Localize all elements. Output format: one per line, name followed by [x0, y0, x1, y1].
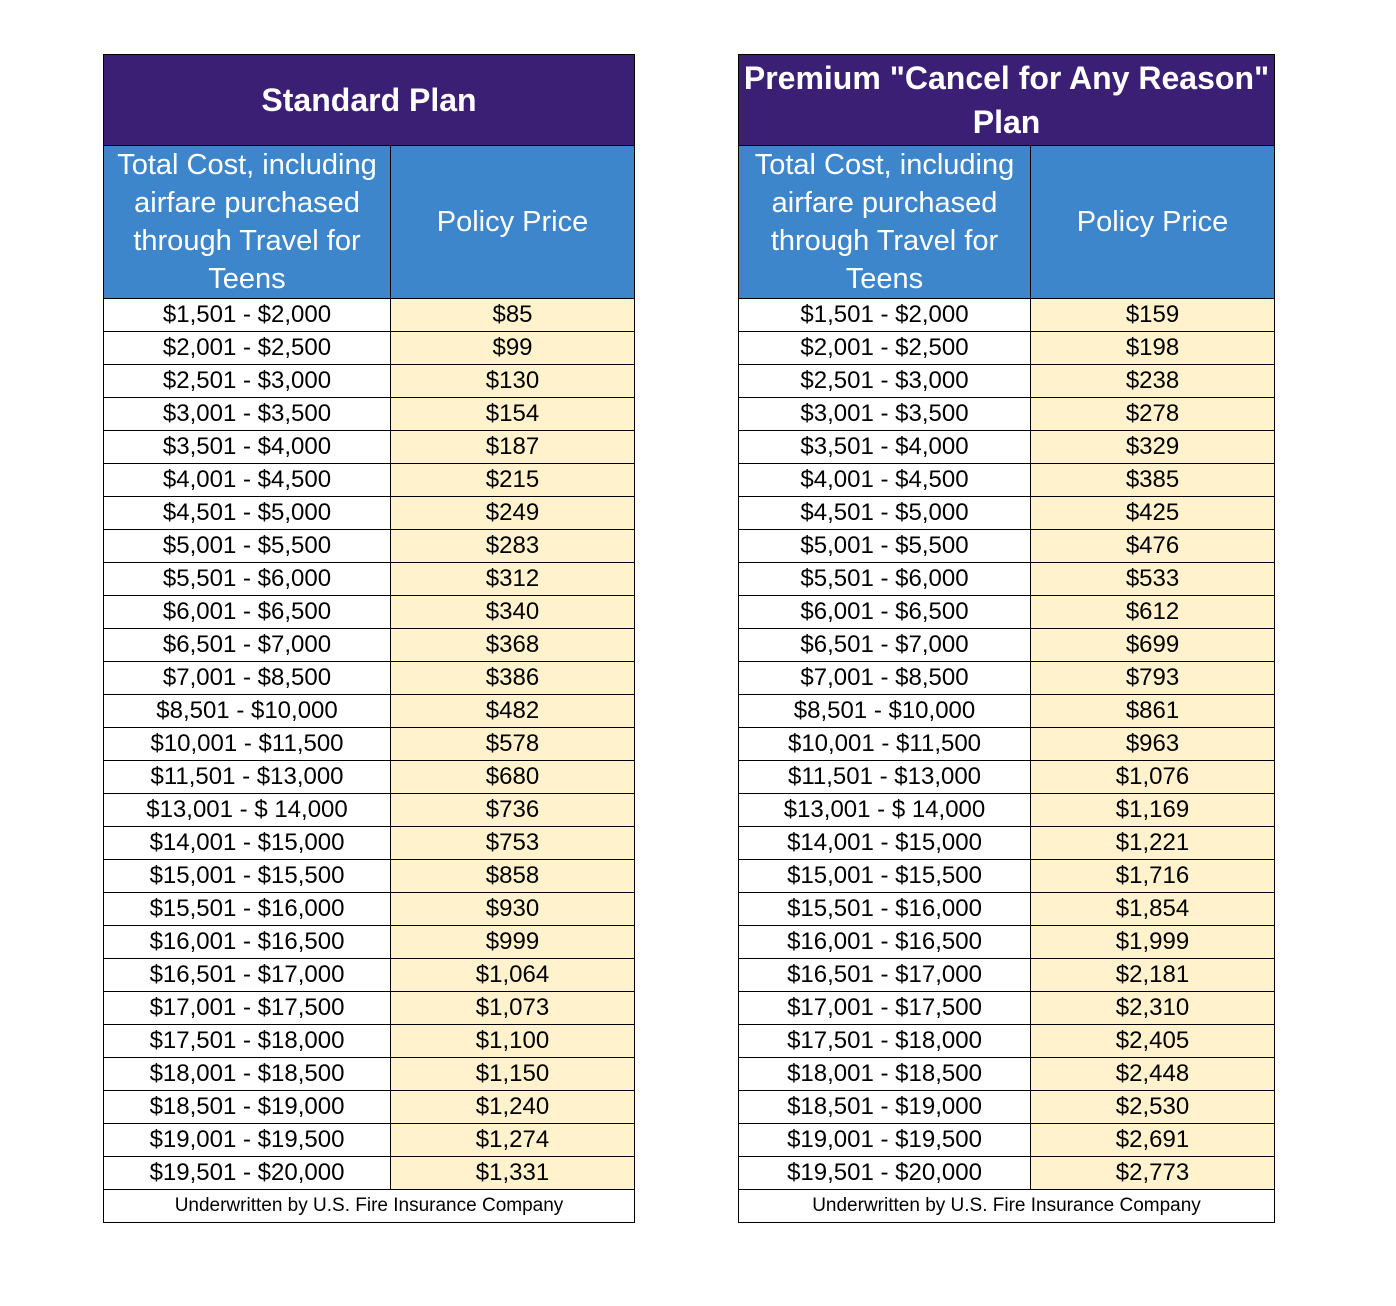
standard-table-row [104, 530, 635, 563]
total-cost-range-cell: $5,001 - $5,500 [104, 530, 391, 563]
policy-price-cell: $736 [391, 794, 635, 827]
policy-price-cell: $533 [1031, 563, 1275, 596]
total-cost-range-cell: $19,001 - $19,500 [104, 1124, 391, 1157]
policy-price-cell: $1,274 [391, 1124, 635, 1157]
policy-price-cell: $1,169 [1031, 794, 1275, 827]
premium-table-row [739, 530, 1275, 563]
policy-price-cell: $1,064 [391, 959, 635, 992]
premium-table-row [739, 1091, 1275, 1124]
total-cost-range-cell: $7,001 - $8,500 [739, 662, 1031, 695]
premium-plan-title: Premium "Cancel for Any Reason" Plan [739, 55, 1275, 146]
standard-underwriter-note: Underwritten by U.S. Fire Insurance Company [104, 1190, 635, 1223]
total-cost-range-cell: $13,001 - $ 14,000 [739, 794, 1031, 827]
premium-table-row [739, 1025, 1275, 1058]
total-cost-range-cell: $2,001 - $2,500 [104, 332, 391, 365]
policy-price-cell: $578 [391, 728, 635, 761]
standard-policy-price-header: Policy Price [391, 146, 635, 299]
total-cost-range-cell: $1,501 - $2,000 [739, 299, 1031, 332]
policy-price-cell: $1,854 [1031, 893, 1275, 926]
total-cost-range-cell: $5,001 - $5,500 [739, 530, 1031, 563]
premium-plan-table [738, 54, 1275, 1223]
total-cost-range-cell: $8,501 - $10,000 [739, 695, 1031, 728]
standard-table-row [104, 332, 635, 365]
total-cost-range-cell: $10,001 - $11,500 [739, 728, 1031, 761]
total-cost-range-cell: $7,001 - $8,500 [104, 662, 391, 695]
policy-price-cell: $312 [391, 563, 635, 596]
policy-price-cell: $2,405 [1031, 1025, 1275, 1058]
policy-price-cell: $329 [1031, 431, 1275, 464]
premium-policy-price-header: Policy Price [1031, 146, 1275, 299]
policy-price-cell: $1,999 [1031, 926, 1275, 959]
premium-underwriter-note: Underwritten by U.S. Fire Insurance Company [739, 1190, 1275, 1223]
standard-table-row [104, 464, 635, 497]
total-cost-range-cell: $4,501 - $5,000 [739, 497, 1031, 530]
policy-price-cell: $425 [1031, 497, 1275, 530]
total-cost-range-cell: $3,501 - $4,000 [739, 431, 1031, 464]
total-cost-range-cell: $6,001 - $6,500 [104, 596, 391, 629]
total-cost-range-cell: $14,001 - $15,000 [739, 827, 1031, 860]
total-cost-range-cell: $18,501 - $19,000 [739, 1091, 1031, 1124]
premium-table-row [739, 398, 1275, 431]
policy-price-cell: $476 [1031, 530, 1275, 563]
standard-table-row [104, 794, 635, 827]
policy-price-cell: $1,716 [1031, 860, 1275, 893]
total-cost-range-cell: $15,001 - $15,500 [739, 860, 1031, 893]
total-cost-range-cell: $3,501 - $4,000 [104, 431, 391, 464]
standard-table-row [104, 629, 635, 662]
premium-table-row [739, 893, 1275, 926]
policy-price-cell: $2,310 [1031, 992, 1275, 1025]
premium-table-row [739, 959, 1275, 992]
total-cost-range-cell: $3,001 - $3,500 [739, 398, 1031, 431]
total-cost-range-cell: $19,501 - $20,000 [104, 1157, 391, 1190]
standard-total-cost-header: Total Cost, including airfare purchased through Travel for Teens [104, 146, 391, 299]
premium-table-row [739, 365, 1275, 398]
standard-table-row [104, 662, 635, 695]
total-cost-range-cell: $8,501 - $10,000 [104, 695, 391, 728]
total-cost-range-cell: $1,501 - $2,000 [104, 299, 391, 332]
total-cost-range-cell: $4,501 - $5,000 [104, 497, 391, 530]
premium-table-row [739, 497, 1275, 530]
policy-price-cell: $753 [391, 827, 635, 860]
policy-price-cell: $249 [391, 497, 635, 530]
premium-table-row [739, 299, 1275, 332]
policy-price-cell: $198 [1031, 332, 1275, 365]
standard-table-row [104, 1091, 635, 1124]
premium-table-row [739, 332, 1275, 365]
policy-price-cell: $2,181 [1031, 959, 1275, 992]
policy-price-cell: $1,331 [391, 1157, 635, 1190]
policy-price-cell: $2,448 [1031, 1058, 1275, 1091]
policy-price-cell: $238 [1031, 365, 1275, 398]
policy-price-cell: $99 [391, 332, 635, 365]
standard-table-row [104, 497, 635, 530]
standard-table-row [104, 959, 635, 992]
standard-table-row [104, 761, 635, 794]
standard-table-row [104, 1157, 635, 1190]
total-cost-range-cell: $6,501 - $7,000 [104, 629, 391, 662]
policy-price-cell: $340 [391, 596, 635, 629]
total-cost-range-cell: $17,501 - $18,000 [739, 1025, 1031, 1058]
standard-table-row [104, 1025, 635, 1058]
policy-price-cell: $680 [391, 761, 635, 794]
premium-total-cost-header: Total Cost, including airfare purchased through Travel for Teens [739, 146, 1031, 299]
policy-price-cell: $85 [391, 299, 635, 332]
policy-price-cell: $154 [391, 398, 635, 431]
total-cost-range-cell: $4,001 - $4,500 [104, 464, 391, 497]
standard-plan-title: Standard Plan [104, 55, 635, 146]
standard-table-row [104, 926, 635, 959]
standard-table-row [104, 728, 635, 761]
standard-table-row [104, 398, 635, 431]
standard-table-row [104, 431, 635, 464]
total-cost-range-cell: $4,001 - $4,500 [739, 464, 1031, 497]
standard-table-row [104, 860, 635, 893]
policy-price-cell: $2,530 [1031, 1091, 1275, 1124]
premium-table-row [739, 761, 1275, 794]
total-cost-range-cell: $6,001 - $6,500 [739, 596, 1031, 629]
total-cost-range-cell: $15,501 - $16,000 [739, 893, 1031, 926]
total-cost-range-cell: $19,001 - $19,500 [739, 1124, 1031, 1157]
total-cost-range-cell: $17,001 - $17,500 [739, 992, 1031, 1025]
policy-price-cell: $278 [1031, 398, 1275, 431]
policy-price-cell: $793 [1031, 662, 1275, 695]
policy-price-cell: $482 [391, 695, 635, 728]
premium-table-row [739, 464, 1275, 497]
policy-price-cell: $1,076 [1031, 761, 1275, 794]
policy-price-cell: $159 [1031, 299, 1275, 332]
policy-price-cell: $930 [391, 893, 635, 926]
standard-table-row [104, 695, 635, 728]
standard-table-row [104, 1124, 635, 1157]
policy-price-cell: $1,150 [391, 1058, 635, 1091]
standard-plan-rows [104, 299, 635, 1190]
policy-price-cell: $999 [391, 926, 635, 959]
premium-table-row [739, 794, 1275, 827]
total-cost-range-cell: $16,501 - $17,000 [104, 959, 391, 992]
standard-plan-table [103, 54, 635, 1223]
policy-price-cell: $386 [391, 662, 635, 695]
total-cost-range-cell: $2,501 - $3,000 [739, 365, 1031, 398]
policy-price-cell: $858 [391, 860, 635, 893]
premium-plan-rows [739, 299, 1275, 1190]
premium-table-row [739, 926, 1275, 959]
total-cost-range-cell: $16,001 - $16,500 [739, 926, 1031, 959]
policy-price-cell: $2,691 [1031, 1124, 1275, 1157]
standard-table-row [104, 365, 635, 398]
total-cost-range-cell: $3,001 - $3,500 [104, 398, 391, 431]
premium-table-row [739, 662, 1275, 695]
premium-table-row [739, 1058, 1275, 1091]
premium-table-row [739, 431, 1275, 464]
total-cost-range-cell: $11,501 - $13,000 [104, 761, 391, 794]
standard-table-row [104, 563, 635, 596]
premium-table-row [739, 596, 1275, 629]
total-cost-range-cell: $13,001 - $ 14,000 [104, 794, 391, 827]
policy-price-cell: $612 [1031, 596, 1275, 629]
standard-table-row [104, 1058, 635, 1091]
total-cost-range-cell: $16,501 - $17,000 [739, 959, 1031, 992]
total-cost-range-cell: $10,001 - $11,500 [104, 728, 391, 761]
policy-price-cell: $215 [391, 464, 635, 497]
premium-table-row [739, 629, 1275, 662]
total-cost-range-cell: $2,501 - $3,000 [104, 365, 391, 398]
policy-price-cell: $2,773 [1031, 1157, 1275, 1190]
premium-table-row [739, 1124, 1275, 1157]
total-cost-range-cell: $15,501 - $16,000 [104, 893, 391, 926]
policy-price-cell: $699 [1031, 629, 1275, 662]
total-cost-range-cell: $18,001 - $18,500 [104, 1058, 391, 1091]
total-cost-range-cell: $17,001 - $17,500 [104, 992, 391, 1025]
standard-table-row [104, 992, 635, 1025]
total-cost-range-cell: $2,001 - $2,500 [739, 332, 1031, 365]
premium-table-row [739, 827, 1275, 860]
policy-price-cell: $963 [1031, 728, 1275, 761]
total-cost-range-cell: $16,001 - $16,500 [104, 926, 391, 959]
policy-price-cell: $368 [391, 629, 635, 662]
policy-price-cell: $861 [1031, 695, 1275, 728]
policy-price-cell: $187 [391, 431, 635, 464]
total-cost-range-cell: $5,501 - $6,000 [104, 563, 391, 596]
policy-price-cell: $283 [391, 530, 635, 563]
total-cost-range-cell: $11,501 - $13,000 [739, 761, 1031, 794]
premium-table-row [739, 728, 1275, 761]
premium-table-row [739, 992, 1275, 1025]
premium-table-row [739, 1157, 1275, 1190]
policy-price-cell: $1,221 [1031, 827, 1275, 860]
standard-table-row [104, 299, 635, 332]
standard-table-row [104, 893, 635, 926]
premium-table-row [739, 695, 1275, 728]
policy-price-cell: $385 [1031, 464, 1275, 497]
total-cost-range-cell: $17,501 - $18,000 [104, 1025, 391, 1058]
total-cost-range-cell: $18,001 - $18,500 [739, 1058, 1031, 1091]
premium-table-row [739, 563, 1275, 596]
policy-price-cell: $130 [391, 365, 635, 398]
standard-table-row [104, 596, 635, 629]
total-cost-range-cell: $6,501 - $7,000 [739, 629, 1031, 662]
total-cost-range-cell: $19,501 - $20,000 [739, 1157, 1031, 1190]
total-cost-range-cell: $14,001 - $15,000 [104, 827, 391, 860]
total-cost-range-cell: $15,001 - $15,500 [104, 860, 391, 893]
total-cost-range-cell: $5,501 - $6,000 [739, 563, 1031, 596]
policy-price-cell: $1,100 [391, 1025, 635, 1058]
policy-price-cell: $1,073 [391, 992, 635, 1025]
premium-table-row [739, 860, 1275, 893]
standard-table-row [104, 827, 635, 860]
total-cost-range-cell: $18,501 - $19,000 [104, 1091, 391, 1124]
policy-price-cell: $1,240 [391, 1091, 635, 1124]
